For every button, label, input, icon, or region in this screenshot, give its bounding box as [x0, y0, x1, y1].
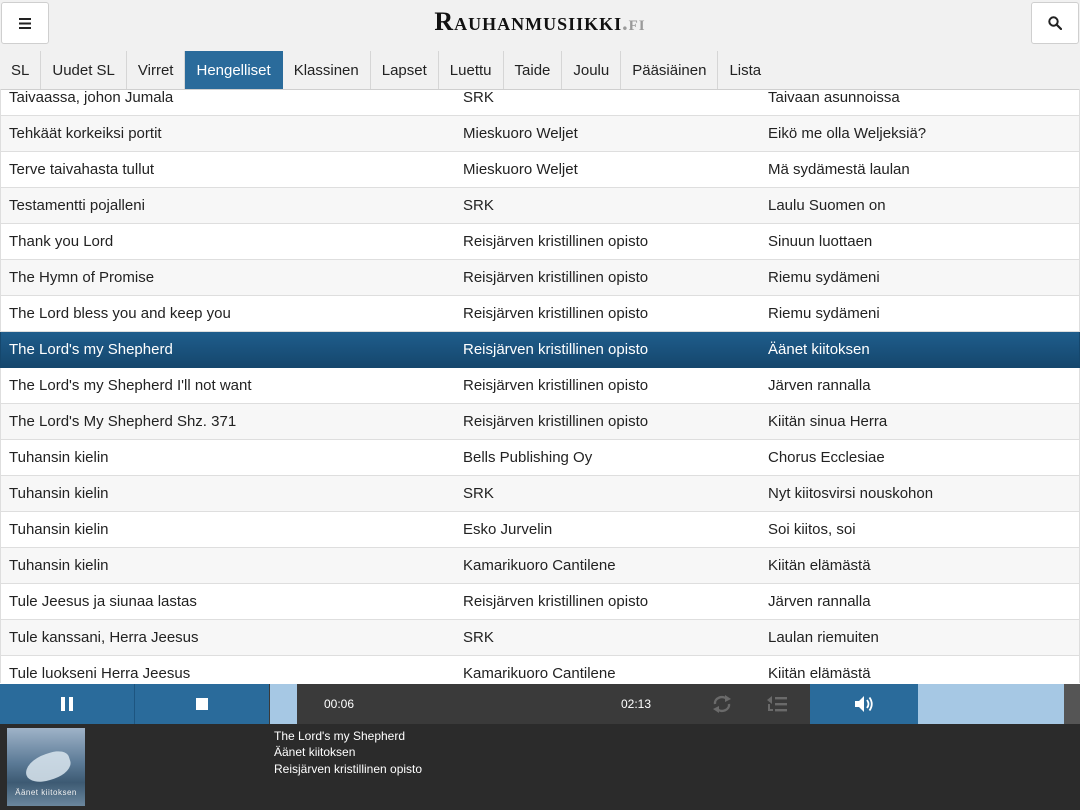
- song-album: Laulu Suomen on: [768, 197, 886, 214]
- song-artist: Mieskuoro Weljet: [463, 125, 578, 142]
- song-album: Sinuun luottaen: [768, 233, 873, 250]
- song-album: Järven rannalla: [768, 593, 871, 610]
- logo-main: Rauhanmusiikki: [434, 7, 623, 36]
- song-album: Soi kiitos, soi: [768, 521, 856, 538]
- now-playing-album: Äänet kiitoksen: [274, 745, 356, 759]
- song-row[interactable]: [0, 152, 1080, 188]
- total-time: 02:13: [621, 697, 652, 711]
- song-title: Tuhansin kielin: [9, 449, 109, 466]
- album-cover: [7, 728, 85, 806]
- stop-icon: [195, 697, 209, 711]
- song-artist: Mieskuoro Weljet: [463, 161, 578, 178]
- song-artist: SRK: [463, 629, 494, 646]
- cover-bird-shape: [22, 748, 74, 787]
- progress-fill: [270, 684, 297, 724]
- search-button[interactable]: [1031, 2, 1079, 44]
- song-artist: SRK: [463, 89, 494, 106]
- song-artist: SRK: [463, 485, 494, 502]
- tab-pääsiäinen[interactable]: Pääsiäinen: [621, 51, 718, 89]
- song-row[interactable]: [0, 368, 1080, 404]
- current-time: 00:06: [324, 697, 355, 711]
- song-artist: Reisjärven kristillinen opisto: [463, 413, 649, 430]
- song-artist: Bells Publishing Oy: [463, 449, 593, 466]
- tab-lapset[interactable]: Lapset: [371, 51, 439, 89]
- song-album: Järven rannalla: [768, 377, 871, 394]
- play-pause-button[interactable]: [0, 684, 135, 724]
- song-title: Testamentti pojalleni: [9, 197, 145, 214]
- tab-virret[interactable]: Virret: [127, 51, 186, 89]
- song-album: Kiitän elämästä: [768, 557, 871, 574]
- song-row[interactable]: [0, 476, 1080, 512]
- song-row[interactable]: [0, 584, 1080, 620]
- song-album: Kiitän elämästä: [768, 665, 871, 682]
- song-row[interactable]: [0, 656, 1080, 683]
- header: [0, 0, 1080, 52]
- song-row[interactable]: [0, 332, 1080, 368]
- playlist-mode-button[interactable]: [766, 684, 788, 724]
- song-artist: Reisjärven kristillinen opisto: [463, 269, 649, 286]
- song-title: The Lord's my Shepherd: [9, 341, 173, 358]
- song-row[interactable]: [0, 440, 1080, 476]
- song-album: Chorus Ecclesiae: [768, 449, 885, 466]
- song-album: Nyt kiitosvirsi nouskohon: [768, 485, 934, 502]
- category-tabs: [0, 51, 1080, 90]
- volume-icon: [854, 695, 874, 713]
- song-album: Taivaan asunnoissa: [768, 89, 900, 106]
- song-title: Thank you Lord: [9, 233, 114, 250]
- song-album: Eikö me olla Weljeksiä?: [768, 125, 927, 142]
- player-bar: [0, 684, 1080, 724]
- tab-joulu[interactable]: Joulu: [562, 51, 621, 89]
- search-icon: [1048, 16, 1062, 30]
- song-title: The Lord bless you and keep you: [9, 305, 231, 322]
- now-playing-panel: [0, 724, 1080, 810]
- song-artist: Reisjärven kristillinen opisto: [463, 377, 649, 394]
- song-title: Tehkäät korkeiksi portit: [9, 125, 162, 142]
- song-album: Kiitän sinua Herra: [768, 413, 888, 430]
- song-artist: Reisjärven kristillinen opisto: [463, 341, 649, 358]
- song-row[interactable]: [0, 116, 1080, 152]
- song-album: Äänet kiitoksen: [768, 341, 870, 358]
- song-artist: Kamarikuoro Cantilene: [463, 557, 616, 574]
- cover-title: Äänet kiitoksen: [15, 788, 77, 797]
- volume-slider-track: [1064, 684, 1080, 724]
- volume-slider[interactable]: [918, 684, 1064, 724]
- song-title: Tule luokseni Herra Jeesus: [9, 665, 191, 682]
- song-artist: Reisjärven kristillinen opisto: [463, 305, 649, 322]
- song-row[interactable]: [0, 188, 1080, 224]
- song-title: Tule kanssani, Herra Jeesus: [9, 629, 199, 646]
- song-album: Riemu sydämeni: [768, 269, 880, 286]
- tab-uudet-sl[interactable]: Uudet SL: [41, 51, 127, 89]
- song-artist: Kamarikuoro Cantilene: [463, 665, 616, 682]
- song-title: The Lord's my Shepherd I'll not want: [9, 377, 252, 394]
- song-album: Mä sydämestä laulan: [768, 161, 910, 178]
- song-album: Laulan riemuiten: [768, 629, 879, 646]
- song-row[interactable]: [0, 296, 1080, 332]
- song-title: Tule Jeesus ja siunaa lastas: [9, 593, 197, 610]
- song-title: Tuhansin kielin: [9, 557, 109, 574]
- tab-taide[interactable]: Taide: [504, 51, 563, 89]
- song-title: Tuhansin kielin: [9, 521, 109, 538]
- song-title: The Lord's My Shepherd Shz. 371: [9, 413, 237, 430]
- tab-klassinen[interactable]: Klassinen: [283, 51, 371, 89]
- song-row[interactable]: [0, 260, 1080, 296]
- song-title: Terve taivahasta tullut: [9, 161, 155, 178]
- repeat-button[interactable]: [712, 684, 732, 724]
- stop-button[interactable]: [135, 684, 269, 724]
- song-artist: Esko Jurvelin: [463, 521, 553, 538]
- tab-hengelliset[interactable]: Hengelliset: [185, 51, 282, 89]
- song-title: Taivaassa, johon Jumala: [9, 89, 174, 106]
- shuffle-icon: [766, 695, 788, 713]
- song-row[interactable]: [0, 548, 1080, 584]
- tab-luettu[interactable]: Luettu: [439, 51, 504, 89]
- site-logo[interactable]: [0, 7, 1080, 37]
- song-row[interactable]: [0, 620, 1080, 656]
- pause-icon: [60, 696, 74, 712]
- song-album: Riemu sydämeni: [768, 305, 880, 322]
- song-artist: SRK: [463, 197, 494, 214]
- song-list: [0, 89, 1080, 683]
- song-row[interactable]: [0, 404, 1080, 440]
- tab-sl[interactable]: SL: [0, 51, 41, 89]
- logo-suffix: .fi: [622, 10, 646, 35]
- song-row[interactable]: [0, 89, 1080, 116]
- now-playing-title: The Lord's my Shepherd: [274, 729, 406, 743]
- song-row[interactable]: [0, 224, 1080, 260]
- song-title: The Hymn of Promise: [9, 269, 155, 286]
- song-artist: Reisjärven kristillinen opisto: [463, 233, 649, 250]
- now-playing-artist: Reisjärven kristillinen opisto: [274, 762, 423, 776]
- song-row[interactable]: [0, 512, 1080, 548]
- volume-button[interactable]: [810, 684, 918, 724]
- song-artist: Reisjärven kristillinen opisto: [463, 593, 649, 610]
- tab-lista[interactable]: Lista: [729, 61, 762, 79]
- repeat-icon: [712, 695, 732, 713]
- song-title: Tuhansin kielin: [9, 485, 109, 502]
